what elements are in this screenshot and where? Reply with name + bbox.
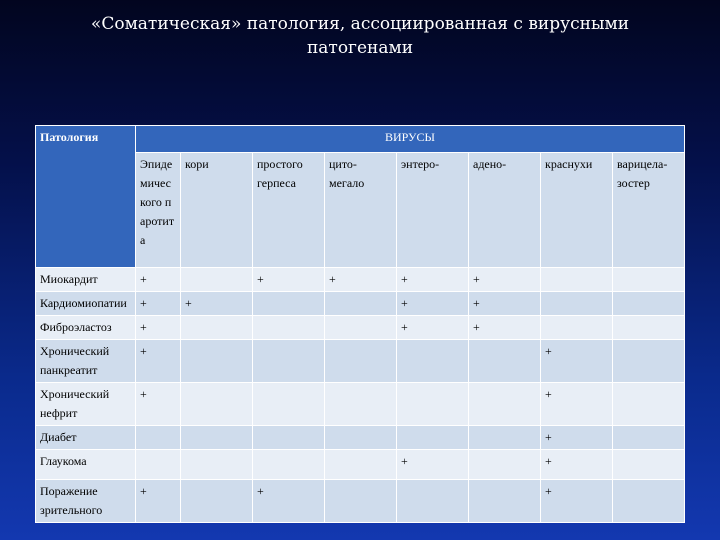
cell-mark xyxy=(181,426,253,450)
cell-mark: + xyxy=(136,340,181,383)
cell-mark: + xyxy=(325,268,397,292)
cell-mark xyxy=(613,450,685,480)
cell-mark xyxy=(469,480,541,523)
cell-mark: + xyxy=(136,292,181,316)
header-pathology: Патология xyxy=(36,126,136,268)
slide-title-line-1: «Соматическая» патология, ассоциированная с вирусными xyxy=(90,14,630,34)
row-label: Миокардит xyxy=(36,268,136,292)
cell-mark xyxy=(136,450,181,480)
row-label: Поражение зрительного xyxy=(36,480,136,523)
cell-mark xyxy=(325,450,397,480)
cell-mark xyxy=(325,292,397,316)
cell-mark: + xyxy=(397,268,469,292)
cell-mark xyxy=(253,426,325,450)
cell-mark: + xyxy=(136,268,181,292)
cell-mark xyxy=(613,316,685,340)
virus-col-entero: энтеро- xyxy=(397,153,469,268)
cell-mark xyxy=(253,450,325,480)
cell-mark xyxy=(325,480,397,523)
table-row xyxy=(36,340,685,383)
cell-mark xyxy=(397,426,469,450)
cell-mark xyxy=(181,383,253,426)
cell-mark: + xyxy=(541,426,613,450)
cell-mark: + xyxy=(136,316,181,340)
cell-mark xyxy=(397,480,469,523)
cell-mark: + xyxy=(136,480,181,523)
cell-mark xyxy=(253,292,325,316)
slide-title xyxy=(60,12,660,60)
cell-mark: + xyxy=(541,450,613,480)
table-row xyxy=(36,383,685,426)
cell-mark xyxy=(181,480,253,523)
cell-mark xyxy=(613,426,685,450)
cell-mark xyxy=(181,340,253,383)
cell-mark xyxy=(469,426,541,450)
header-viruses: ВИРУСЫ xyxy=(136,126,685,153)
cell-mark xyxy=(136,426,181,450)
cell-mark xyxy=(613,292,685,316)
virus-col-mumps: Эпидемического паротита xyxy=(136,153,181,268)
cell-mark xyxy=(613,480,685,523)
table-row xyxy=(36,292,685,316)
cell-mark xyxy=(325,316,397,340)
row-label: Фиброэластоз xyxy=(36,316,136,340)
slide-title-line-2: патогенами xyxy=(306,38,414,58)
row-label: Глаукома xyxy=(36,450,136,480)
cell-mark: + xyxy=(397,316,469,340)
cell-mark xyxy=(469,383,541,426)
virus-col-measles: кори xyxy=(181,153,253,268)
cell-mark: + xyxy=(469,268,541,292)
cell-mark: + xyxy=(181,292,253,316)
cell-mark: + xyxy=(469,292,541,316)
cell-mark: + xyxy=(397,450,469,480)
cell-mark xyxy=(253,316,325,340)
cell-mark xyxy=(469,450,541,480)
cell-mark: + xyxy=(469,316,541,340)
virus-col-adeno: адено- xyxy=(469,153,541,268)
virus-col-vzv: варицела-зостер xyxy=(613,153,685,268)
cell-mark xyxy=(325,340,397,383)
table-row xyxy=(36,268,685,292)
cell-mark: + xyxy=(541,383,613,426)
virus-col-rubella: краснухи xyxy=(541,153,613,268)
cell-mark xyxy=(181,316,253,340)
table-row xyxy=(36,426,685,450)
cell-mark xyxy=(541,268,613,292)
cell-mark: + xyxy=(541,340,613,383)
cell-mark: + xyxy=(253,268,325,292)
row-label: Хронический нефрит xyxy=(36,383,136,426)
cell-mark xyxy=(181,268,253,292)
cell-mark xyxy=(469,340,541,383)
table-row xyxy=(36,450,685,480)
cell-mark xyxy=(253,383,325,426)
table-row xyxy=(36,480,685,523)
cell-mark xyxy=(541,292,613,316)
cell-mark: + xyxy=(253,480,325,523)
row-label: Хронический панкреатит xyxy=(36,340,136,383)
cell-mark xyxy=(613,340,685,383)
cell-mark xyxy=(325,426,397,450)
cell-mark xyxy=(397,340,469,383)
virus-col-cmv: цито-мегало xyxy=(325,153,397,268)
cell-mark xyxy=(325,383,397,426)
cell-mark xyxy=(541,316,613,340)
table-row xyxy=(36,316,685,340)
cell-mark xyxy=(613,268,685,292)
virus-col-herpes: простого герпеса xyxy=(253,153,325,268)
row-label: Кардиомиопатии xyxy=(36,292,136,316)
pathology-virus-table xyxy=(35,125,685,523)
cell-mark: + xyxy=(397,292,469,316)
cell-mark xyxy=(253,340,325,383)
cell-mark xyxy=(181,450,253,480)
cell-mark xyxy=(613,383,685,426)
cell-mark: + xyxy=(136,383,181,426)
cell-mark xyxy=(397,383,469,426)
row-label: Диабет xyxy=(36,426,136,450)
cell-mark: + xyxy=(541,480,613,523)
